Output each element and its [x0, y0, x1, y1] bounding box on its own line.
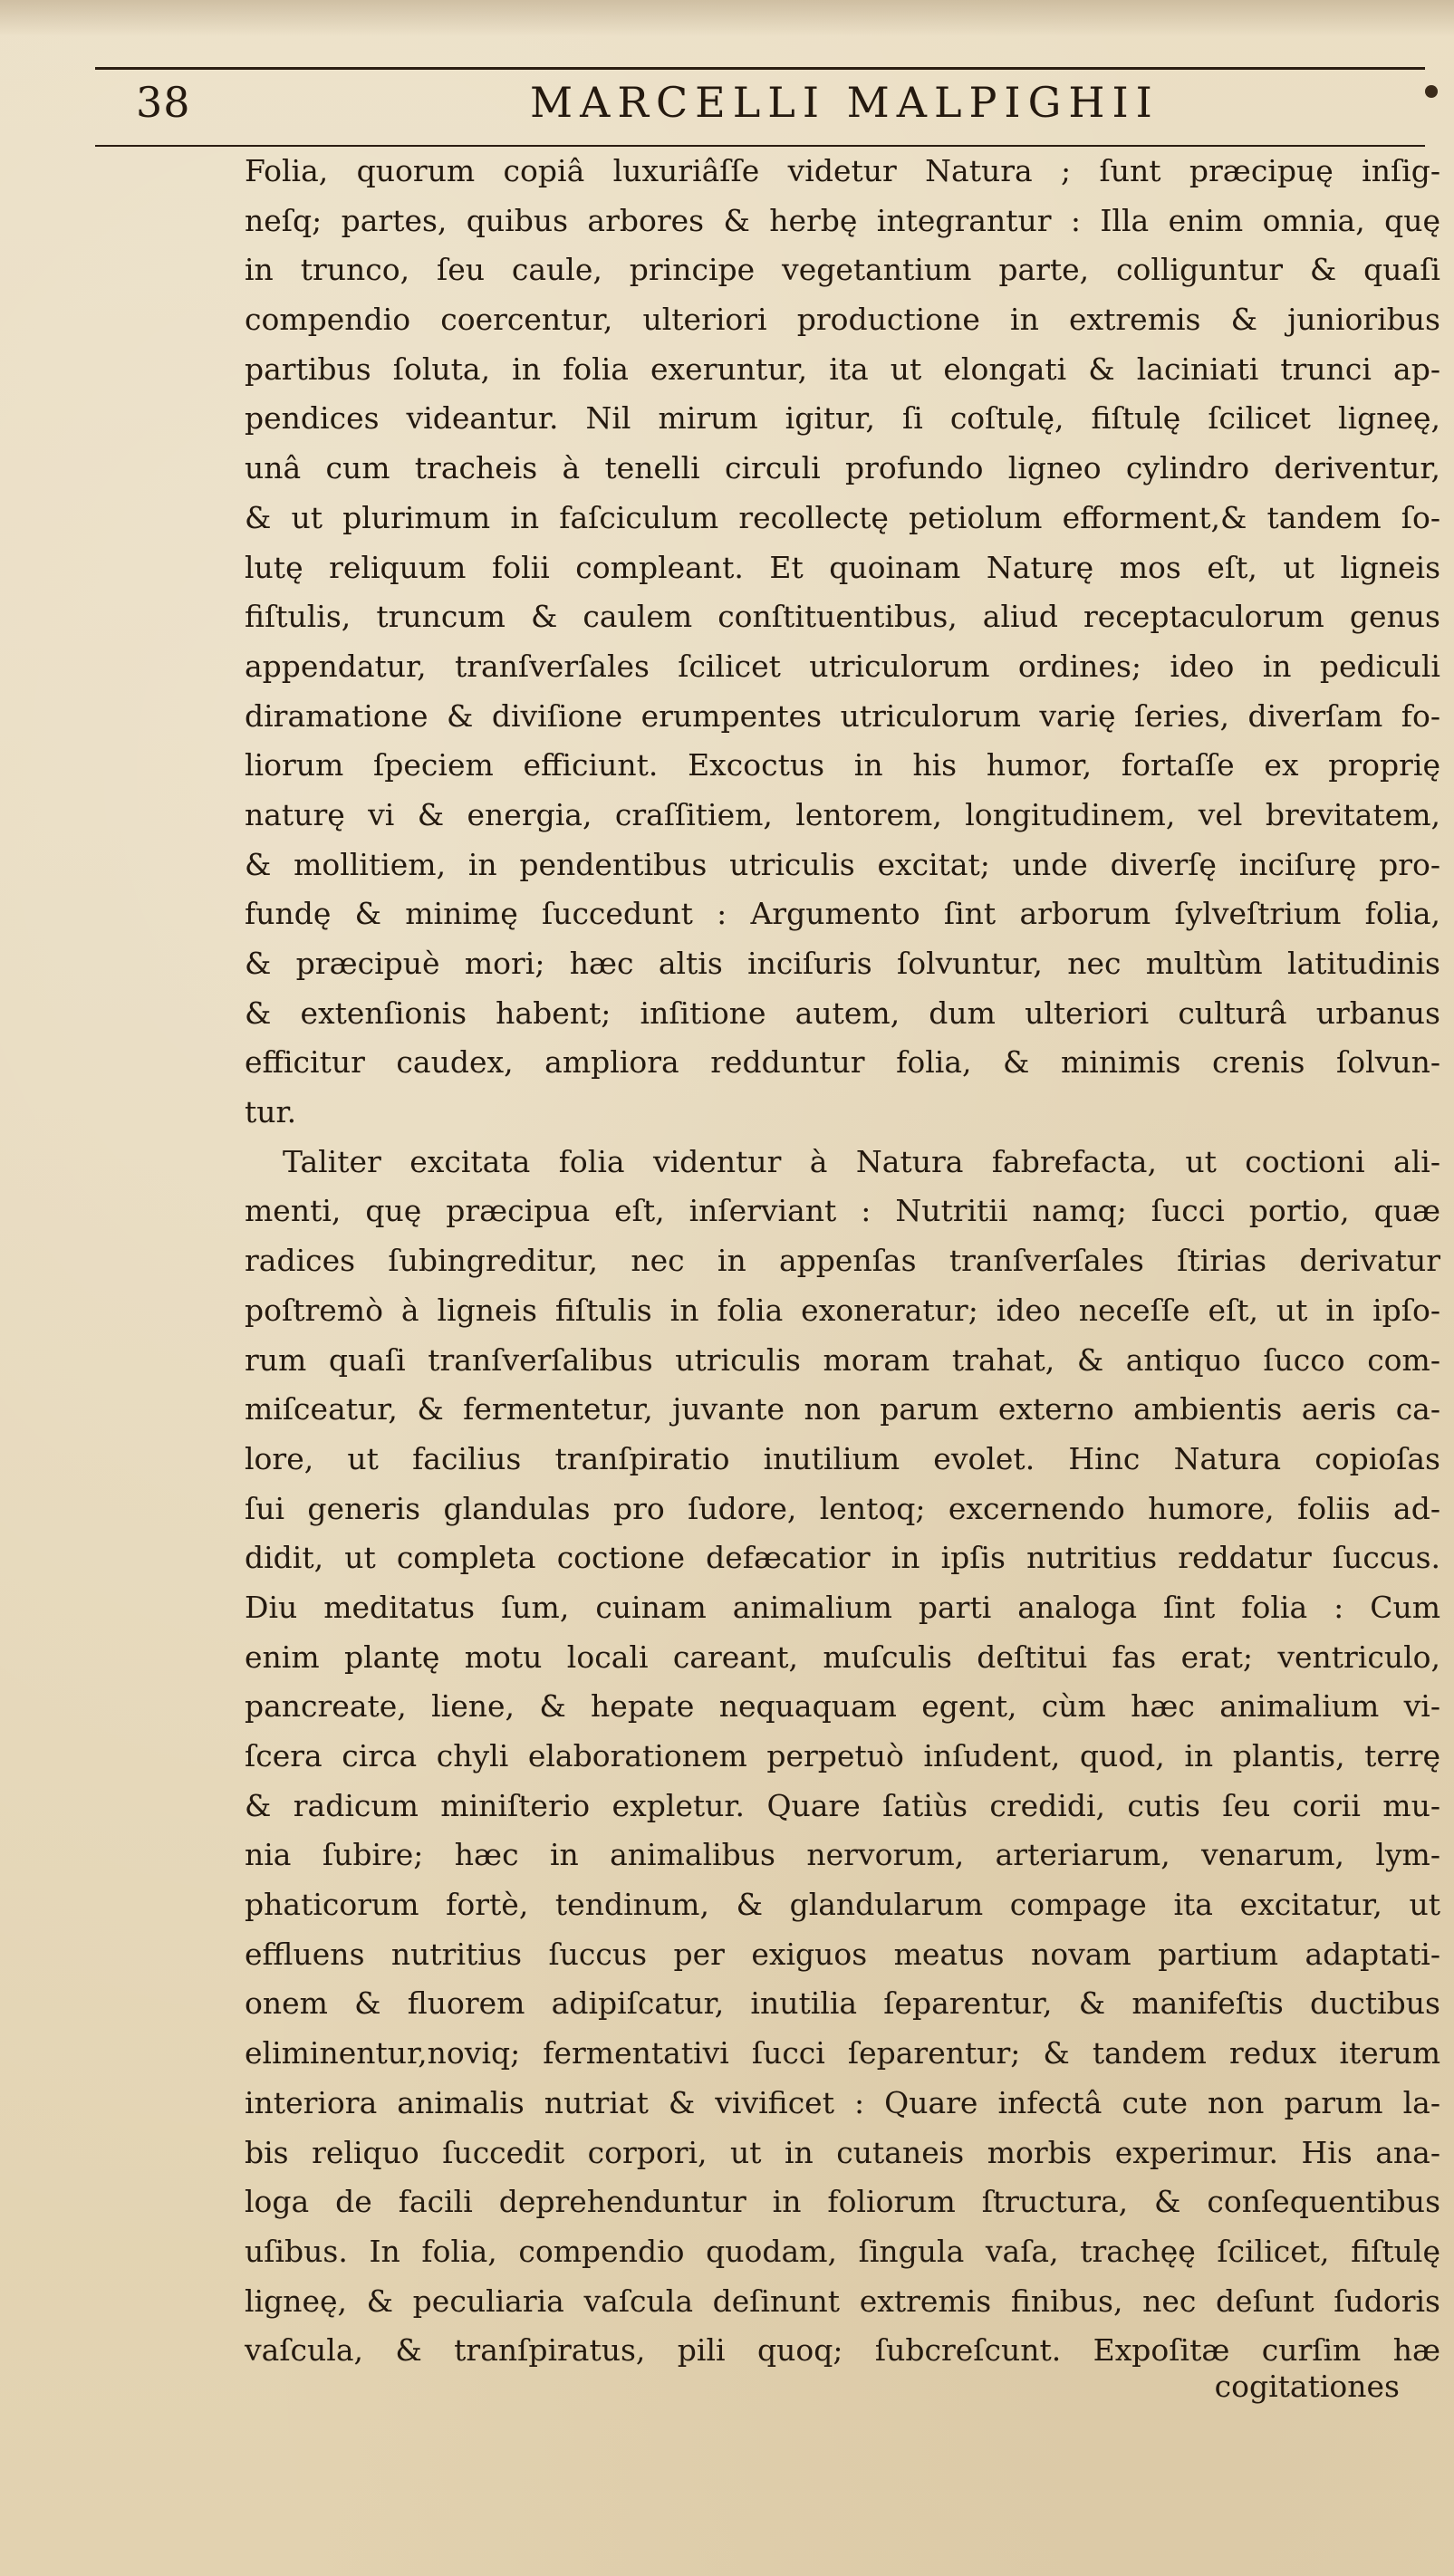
- text-line: & extenſionis habent; inſitione autem, dum ulteriori culturâ urbanus: [245, 995, 1440, 1031]
- text-line: loga de facili deprehenduntur in foliorum ſtructura, & conſequentibus: [245, 2184, 1440, 2220]
- text-line: interiora animalis nutriat & vivificet : Quare infectâ cute non parum la-: [245, 2084, 1440, 2120]
- text-line: uſibus. In folia, compendio quodam, ſingula vaſa, trachęę ſcilicet, fiſtulę: [245, 2233, 1440, 2269]
- text-line: & mollitiem, in pendentibus utriculis excitat; unde diverſę inciſurę pro-: [245, 846, 1440, 882]
- text-line: ſui generis glandulas pro ſudore, lentoq; excernendo humore, foliis ad-: [245, 1490, 1440, 1526]
- text-line: menti, quę præcipua eſt, inſerviant : Nutritii namq; ſucci portio, quæ: [245, 1193, 1440, 1229]
- text-line: ſcera circa chyli elaborationem perpetuò inſudent, quod, in plantis, terrę: [245, 1738, 1440, 1773]
- ornament-dot-icon: [1425, 85, 1438, 98]
- text-line: poſtremò à ligneis fiſtulis in folia exoneratur; ideo neceſſe eſt, ut in ipſo-: [245, 1292, 1440, 1328]
- text-line: efficitur caudex, ampliora redduntur folia, & minimis crenis ſolvun-: [245, 1044, 1440, 1081]
- text-line: nia ſubire; hæc in animalibus nervorum, arteriarum, venarum, lym-: [245, 1837, 1440, 1873]
- text-line: phaticorum fortè, tendinum, & glandularum compage ita excitatur, ut: [245, 1887, 1440, 1923]
- paragraph-start-line: Taliter excitata folia videntur à Natura fabrefacta, ut coctioni ali-: [283, 1143, 1440, 1179]
- text-line: Folia, quorum copiâ luxuriâſſe videtur Natura ; ſunt præcipuę inſig-: [245, 153, 1440, 188]
- text-line: fiſtulis, truncum & caulem conſtituentibus, aliud receptaculorum genus: [245, 599, 1440, 635]
- text-line: vaſcula, & tranſpiratus, pili quoq; ſubcreſcunt. Expoſitæ curſim hæ: [245, 2332, 1440, 2369]
- text-line: enim plantę motu locali careant, muſculis deſtitui fas erat; ventriculo,: [245, 1639, 1440, 1675]
- text-line: bis reliquo ſuccedit corpori, ut in cutaneis morbis experimur. His ana-: [245, 2134, 1440, 2170]
- text-line: Diu meditatus ſum, cuinam animalium parti analoga ſint folia : Cum: [245, 1589, 1440, 1625]
- body-text: [245, 147, 1440, 2376]
- text-line: naturę vi & energia, craſſitiem, lentorem, longitudinem, vel brevitatem,: [245, 796, 1440, 832]
- text-line: pancreate, liene, & hepate nequaquam egent, cùm hæc animalium vi-: [245, 1688, 1440, 1725]
- text-line: effluens nutritius ſuccus per exiguos meatus novam partium adaptati-: [245, 1936, 1440, 1972]
- text-line: appendatur, tranſverſales ſcilicet utriculorum ordines; ideo in pediculi: [245, 648, 1440, 684]
- text-line: & præcipuè mori; hæc altis inciſuris ſolvuntur, nec multùm latitudinis: [245, 946, 1440, 981]
- text-line: didit, ut completa coctione defæcatior in ipſis nutritius reddatur ſuccus.: [245, 1540, 1440, 1576]
- catchword: cogitationes: [1214, 2369, 1400, 2404]
- text-line: fundę & minimę ſuccedunt : Argumento ſint arborum ſylveſtrium folia,: [245, 896, 1440, 932]
- text-line: tur.: [245, 1094, 297, 1130]
- text-line: partibus ſoluta, in folia exeruntur, ita ut elongati & laciniati trunci ap-: [245, 351, 1440, 387]
- text-line: unâ cum tracheis à tenelli circuli profundo ligneo cylindro deriventur,: [245, 450, 1440, 486]
- text-line: miſceatur, & fermentetur, juvante non parum externo ambientis aeris ca-: [245, 1391, 1440, 1427]
- text-line: lore, ut facilius tranſpiratio inutilium evolet. Hinc Natura copioſas: [245, 1440, 1440, 1476]
- text-line: ligneę, & peculiaria vaſcula deſinunt extremis finibus, nec deſunt ſudoris: [245, 2283, 1440, 2319]
- text-line: & radicum miniſterio expletur. Quare ſatiùs credidi, cutis ſeu corii mu-: [245, 1787, 1440, 1823]
- header-rule-top: [95, 67, 1425, 70]
- text-line: eliminentur,noviq; fermentativi ſucci ſeparentur; & tandem redux iterum: [245, 2035, 1440, 2071]
- page-number: 38: [136, 78, 191, 127]
- text-line: diramatione & diviſione erumpentes utriculorum varię ſeries, diverſam fo-: [245, 697, 1440, 734]
- text-line: compendio coercentur, ulteriori productione in extremis & junioribus: [245, 302, 1440, 338]
- text-line: rum quaſi tranſverſalibus utriculis moram trahat, & antiquo ſucco com-: [245, 1341, 1440, 1378]
- text-line: neſq; partes, quibus arbores & herbę integrantur : Illa enim omnia, quę: [245, 202, 1440, 238]
- text-line: liorum ſpeciem efficiunt. Excoctus in his humor, fortaſſe ex proprię: [245, 747, 1440, 783]
- page-edge-shadow: [0, 0, 1454, 36]
- text-line: pendices videantur. Nil mirum igitur, ſi coſtulę, fiſtulę ſcilicet ligneę,: [245, 400, 1440, 437]
- text-line: & ut plurimum in faſciculum recollectę petiolum efforment,& tandem ſo-: [245, 499, 1440, 535]
- text-line: lutę reliquum folii compleant. Et quoinam Naturę mos eſt, ut ligneis: [245, 549, 1440, 585]
- text-line: onem & fluorem adipiſcatur, inutilia ſeparentur, & manifeſtis ductibus: [245, 1985, 1440, 2022]
- running-head: MARCELLI MALPIGHII: [530, 78, 1160, 127]
- text-line: in trunco, ſeu caule, principe vegetantium parte, colliguntur & quaſi: [245, 252, 1440, 288]
- text-line: radices ſubingreditur, nec in appenſas tranſverſales ſtirias derivatur: [245, 1243, 1440, 1279]
